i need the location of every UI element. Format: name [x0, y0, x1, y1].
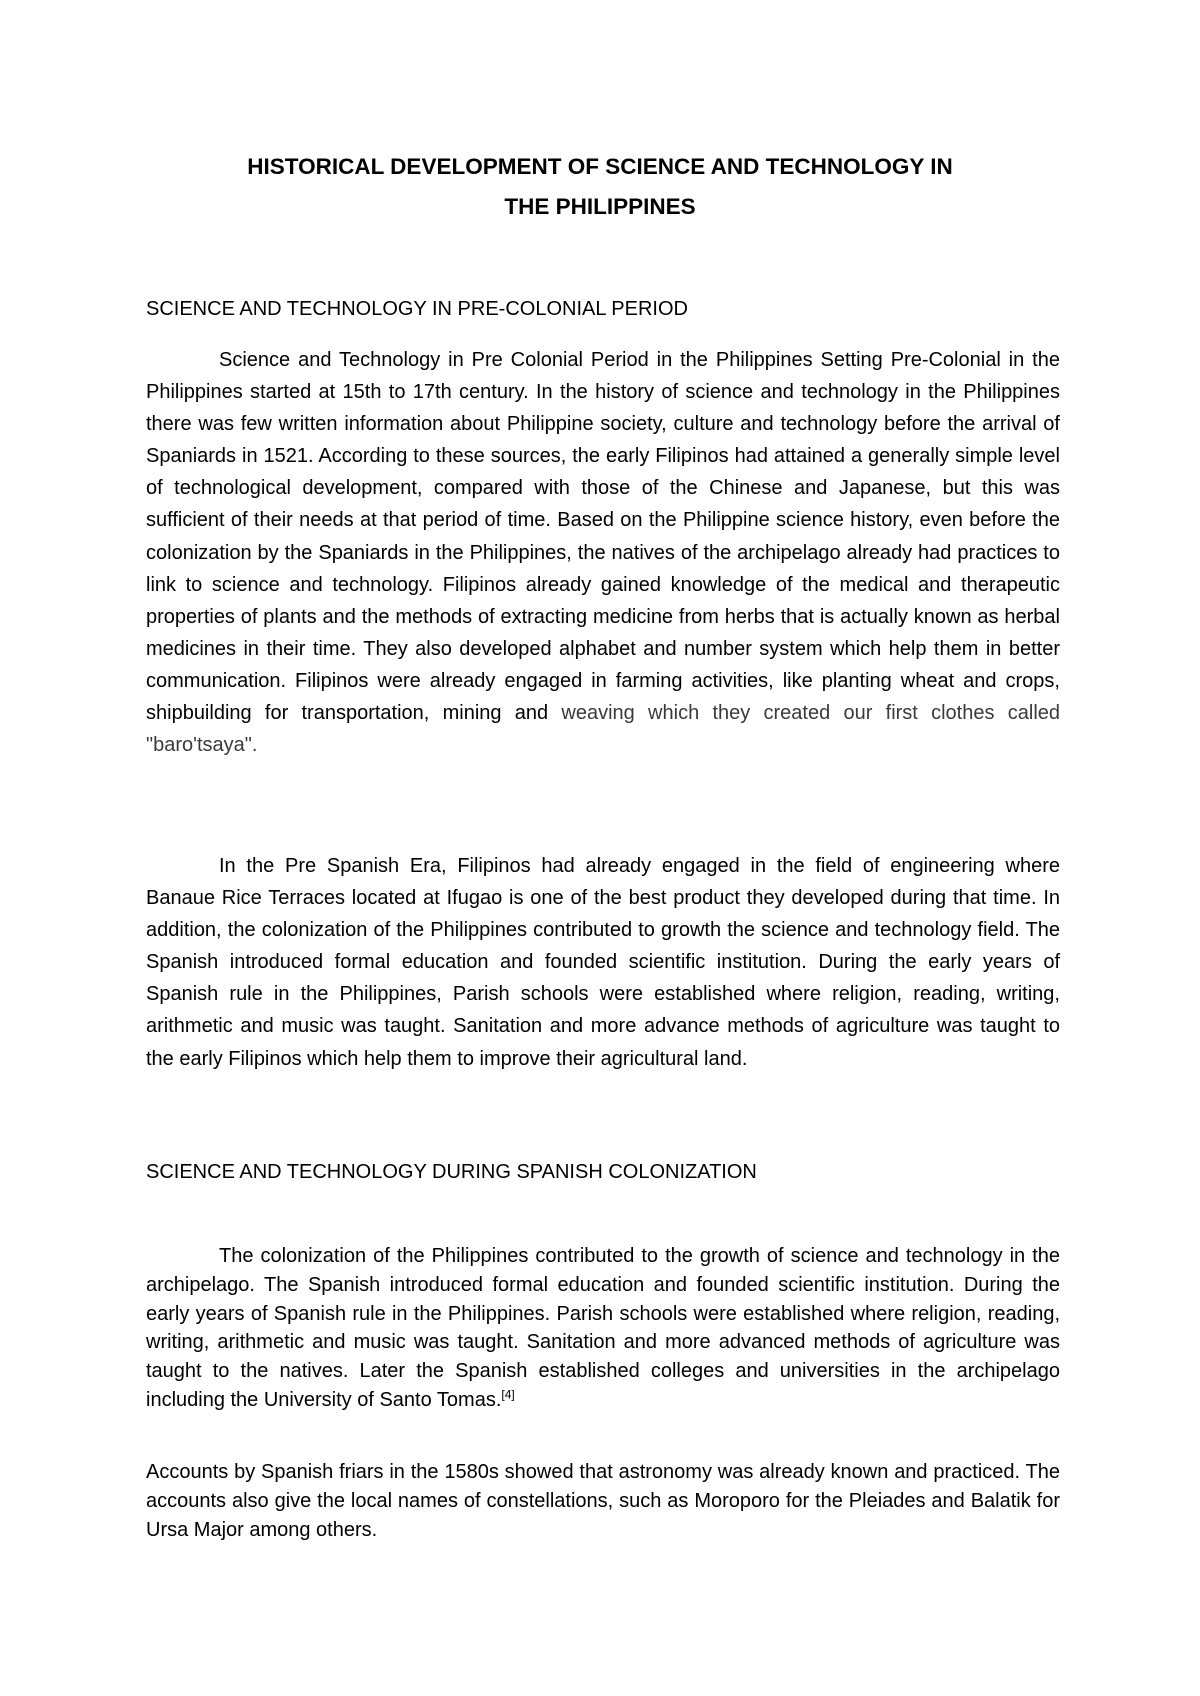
section-heading-precolonial: SCIENCE AND TECHNOLOGY IN PRE-COLONIAL PERIOD: [146, 298, 688, 320]
paragraph-text-tail: weaving which they created our first clothes called "baro'tsaya".: [146, 702, 1061, 757]
paragraph-text: Science and Technology in Pre Colonial Period in the Philippines Setting Pre-Colonial in the Philippines started at 15th to 17th century. In the history of science and technology in the Philippines there was few written information about Philippine society, culture and technology before the arrival of Spaniards in 1521. According to these sources, the early Filipinos had attained a generally simple level of technological development, compared with those of the Chinese and Japanese, but this was sufficient of their needs at that period of time. Based on the Philippine science history, even before the colonization by the Spaniards in the Philippines, the natives of the archipelago already had practices to link to science and technology. Filipinos already gained knowledge of the medical and therapeutic properties of plants and the methods of extracting medicine from herbs that is actually known as herbal medicines in their time. They also developed alphabet and number system which help them in better communication. Filipinos were already engaged in farming activities, like planting wheat and crops, shipbuilding for transportation, mining and: [146, 349, 1060, 725]
paragraph-text: The colonization of the Philippines contributed to the growth of science and technology in the archipelago. The Spanish introduced formal education and founded scientific institution. During the early years of Spanish rule in the Philippines. Parish schools were established where religion, reading, writing, arithmetic and music was taught. Sanitation and more advanced methods of agriculture was taught to the natives. Later the Spanish established colleges and universities in the archipelago including the University of Santo Tomas.: [146, 1245, 1060, 1411]
paragraph-precolonial-1: [146, 344, 1060, 761]
citation-reference: [4]: [501, 1387, 515, 1402]
paragraph-precolonial-2: In the Pre Spanish Era, Filipinos had already engaged in the field of engineering where Banaue Rice Terraces located at Ifugao is one of the best product they developed during that time. In addition, the colonization of the Philippines contributed to growth the science and technology field. The Spanish introduced formal education and founded scientific institution. During the early years of Spanish rule in the Philippines, Parish schools were established where religion, reading, writing, arithmetic and music was taught. Sanitation and more advance methods of agriculture was taught to the early Filipinos which help them to improve their agricultural land.: [146, 855, 1060, 1070]
section-heading-spanish: SCIENCE AND TECHNOLOGY DURING SPANISH COLONIZATION: [146, 1161, 757, 1183]
title-line-2: THE PHILIPPINES: [504, 194, 696, 219]
document-title: [120, 147, 1080, 227]
title-line-1: HISTORICAL DEVELOPMENT OF SCIENCE AND TECHNOLOGY IN: [247, 154, 953, 179]
paragraph-spanish-2: Accounts by Spanish friars in the 1580s showed that astronomy was already known and practiced. The accounts also give the local names of constellations, such as Moroporo for the Pleiades and Balatik for Ursa Major among others.: [146, 1461, 1060, 1541]
paragraph-spanish-1: [146, 1242, 1060, 1415]
